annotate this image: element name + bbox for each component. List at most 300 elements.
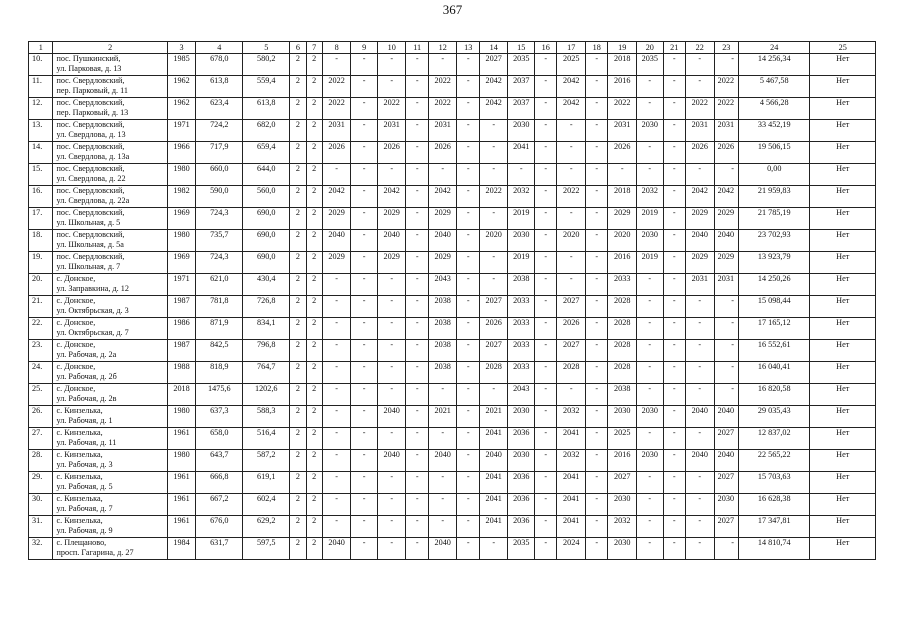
cost-cell: 2030 xyxy=(714,494,738,516)
value-cell: - xyxy=(479,274,508,296)
address-line: с. Донское, xyxy=(56,384,96,393)
value-cell: 2 xyxy=(290,252,306,274)
value-cell: 2 xyxy=(290,230,306,252)
value-cell: - xyxy=(457,120,479,142)
address-cell xyxy=(53,494,167,516)
value-cell: 2032 xyxy=(608,516,637,538)
cost-cell: - xyxy=(714,54,738,76)
value-cell: 1984 xyxy=(167,538,196,560)
value-cell: - xyxy=(406,406,428,428)
value-cell: 2041 xyxy=(557,428,586,450)
value-cell: - xyxy=(586,450,608,472)
value-cell: 2035 xyxy=(637,54,664,76)
value-cell: - xyxy=(428,472,457,494)
address-line: с. Кинзелька, xyxy=(56,450,103,459)
value-cell: 2035 xyxy=(508,538,535,560)
value-cell: - xyxy=(685,384,714,406)
value-cell: - xyxy=(535,516,557,538)
value-cell: - xyxy=(322,406,351,428)
value-cell: 2 xyxy=(290,450,306,472)
column-number-24: 24 xyxy=(739,42,810,54)
value-cell: 2020 xyxy=(557,230,586,252)
value-cell: - xyxy=(685,164,714,186)
value-cell: 2019 xyxy=(637,252,664,274)
cost-cell: 2031 xyxy=(714,120,738,142)
value-cell: 2038 xyxy=(508,274,535,296)
value-cell: 2027 xyxy=(479,340,508,362)
value-cell: - xyxy=(479,142,508,164)
cost-cell: 2029 xyxy=(714,252,738,274)
address-line: ул. Рабочая, д. 2а xyxy=(56,349,117,359)
value-cell: 2040 xyxy=(322,538,351,560)
column-number-4: 4 xyxy=(196,42,243,54)
value-cell: 2 xyxy=(290,538,306,560)
value-cell: 2031 xyxy=(685,120,714,142)
value-cell: Нет xyxy=(810,406,876,428)
value-cell: - xyxy=(479,164,508,186)
value-cell: Нет xyxy=(810,120,876,142)
address-cell xyxy=(53,318,167,340)
value-cell: 623,4 xyxy=(196,98,243,120)
address-line: с. Кинзелька, xyxy=(56,406,103,415)
value-cell: 560,0 xyxy=(243,186,290,208)
address-cell xyxy=(53,186,167,208)
value-cell: - xyxy=(663,186,685,208)
value-cell: - xyxy=(637,318,664,340)
value-cell: - xyxy=(586,406,608,428)
address-line: ул. Школьная, д. 5а xyxy=(56,239,124,249)
value-cell: Нет xyxy=(810,274,876,296)
value-cell: 2038 xyxy=(428,340,457,362)
value-cell: Нет xyxy=(810,428,876,450)
value-cell: - xyxy=(457,472,479,494)
value-cell: 2 xyxy=(290,142,306,164)
value-cell: 2029 xyxy=(322,252,351,274)
value-cell: - xyxy=(406,340,428,362)
column-number-18: 18 xyxy=(586,42,608,54)
value-cell: - xyxy=(586,252,608,274)
value-cell: Нет xyxy=(810,186,876,208)
value-cell: Нет xyxy=(810,54,876,76)
value-cell: 2038 xyxy=(428,318,457,340)
value-cell: 2 xyxy=(306,318,322,340)
value-cell: 2041 xyxy=(508,142,535,164)
address-cell xyxy=(53,362,167,384)
value-cell: 2040 xyxy=(377,230,406,252)
value-cell: Нет xyxy=(810,450,876,472)
value-cell: - xyxy=(535,98,557,120)
value-cell: - xyxy=(535,384,557,406)
value-cell: 2043 xyxy=(428,274,457,296)
cost-cell: 2029 xyxy=(714,208,738,230)
value-cell: - xyxy=(351,384,378,406)
value-cell: - xyxy=(663,208,685,230)
value-cell: - xyxy=(377,538,406,560)
value-cell: - xyxy=(586,296,608,318)
value-cell: 619,1 xyxy=(243,472,290,494)
column-number-22: 22 xyxy=(685,42,714,54)
value-cell: 2036 xyxy=(508,428,535,450)
address-line: ул. Заправкина, д. 12 xyxy=(56,283,129,293)
cost-cell: - xyxy=(714,164,738,186)
value-cell: 1980 xyxy=(167,164,196,186)
value-cell: - xyxy=(586,318,608,340)
value-cell: Нет xyxy=(810,318,876,340)
value-cell: - xyxy=(377,296,406,318)
value-cell: - xyxy=(351,494,378,516)
value-cell: - xyxy=(535,186,557,208)
table-row xyxy=(29,230,876,252)
value-cell: - xyxy=(351,516,378,538)
cost-cell: - xyxy=(714,318,738,340)
value-cell: 2042 xyxy=(557,98,586,120)
value-cell: - xyxy=(586,274,608,296)
value-cell: - xyxy=(322,384,351,406)
cost-cell: 2040 xyxy=(714,406,738,428)
column-number-23: 23 xyxy=(714,42,738,54)
value-cell: 2 xyxy=(306,76,322,98)
value-cell: - xyxy=(479,538,508,560)
flag-cell: 14 810,74 xyxy=(739,538,810,560)
value-cell: 1980 xyxy=(167,406,196,428)
value-cell: - xyxy=(457,76,479,98)
value-cell: - xyxy=(535,274,557,296)
value-cell: 2037 xyxy=(508,98,535,120)
address-line: ул. Рабочая, д. 2в xyxy=(56,393,117,403)
value-cell: - xyxy=(637,340,664,362)
table-row xyxy=(29,252,876,274)
flag-cell: 16 552,61 xyxy=(739,340,810,362)
value-cell: - xyxy=(406,164,428,186)
address-line: пер. Парковый, д. 13 xyxy=(56,107,129,117)
value-cell: - xyxy=(457,296,479,318)
value-cell: 1962 xyxy=(167,98,196,120)
value-cell: - xyxy=(685,472,714,494)
cost-cell: 2026 xyxy=(714,142,738,164)
address-cell xyxy=(53,252,167,274)
value-cell: - xyxy=(457,494,479,516)
value-cell: - xyxy=(637,274,664,296)
cost-cell: 2027 xyxy=(714,516,738,538)
value-cell: 2016 xyxy=(608,76,637,98)
value-cell: - xyxy=(457,428,479,450)
value-cell: 2043 xyxy=(508,384,535,406)
value-cell: - xyxy=(535,120,557,142)
address-line: с. Донское, xyxy=(56,340,96,349)
value-cell: 2 xyxy=(306,98,322,120)
address-cell xyxy=(53,384,167,406)
value-cell: 2028 xyxy=(479,362,508,384)
value-cell: 2041 xyxy=(557,516,586,538)
value-cell: 2 xyxy=(290,98,306,120)
value-cell: - xyxy=(535,142,557,164)
value-cell: - xyxy=(351,450,378,472)
value-cell: 2 xyxy=(290,208,306,230)
value-cell: 2040 xyxy=(479,450,508,472)
value-cell: 430,4 xyxy=(243,274,290,296)
value-cell: 2030 xyxy=(608,538,637,560)
column-number-2: 2 xyxy=(53,42,167,54)
value-cell: - xyxy=(663,538,685,560)
value-cell: 818,9 xyxy=(196,362,243,384)
value-cell: 660,0 xyxy=(196,164,243,186)
value-cell: 2033 xyxy=(608,274,637,296)
address-line: с. Кинзелька, xyxy=(56,472,103,481)
value-cell: 2042 xyxy=(322,186,351,208)
value-cell: - xyxy=(406,450,428,472)
value-cell: Нет xyxy=(810,230,876,252)
value-cell: - xyxy=(663,516,685,538)
cost-cell: 2027 xyxy=(714,472,738,494)
flag-cell: 17 165,12 xyxy=(739,318,810,340)
value-cell: - xyxy=(535,428,557,450)
value-cell: - xyxy=(377,274,406,296)
column-number-9: 9 xyxy=(351,42,378,54)
address-cell xyxy=(53,208,167,230)
value-cell: - xyxy=(377,384,406,406)
value-cell: 1987 xyxy=(167,340,196,362)
address-line: ул. Парковая, д. 13 xyxy=(56,63,122,73)
value-cell: - xyxy=(351,120,378,142)
value-cell: 2040 xyxy=(428,450,457,472)
cost-cell: 2022 xyxy=(714,98,738,120)
address-line: ул. Свердлова, д. 22 xyxy=(56,173,126,183)
row-index-cell: 15. xyxy=(29,164,53,186)
value-cell: - xyxy=(479,120,508,142)
value-cell: - xyxy=(586,164,608,186)
table-row xyxy=(29,98,876,120)
row-index-cell: 32. xyxy=(29,538,53,560)
column-number-row xyxy=(29,42,876,54)
value-cell: - xyxy=(535,230,557,252)
value-cell: - xyxy=(685,76,714,98)
value-cell: 659,4 xyxy=(243,142,290,164)
value-cell: - xyxy=(663,450,685,472)
value-cell: 2041 xyxy=(479,472,508,494)
value-cell: - xyxy=(351,274,378,296)
value-cell: 2 xyxy=(290,362,306,384)
value-cell: 2026 xyxy=(428,142,457,164)
value-cell: - xyxy=(406,538,428,560)
value-cell: 1971 xyxy=(167,120,196,142)
address-line: ул. Рабочая, д. 5 xyxy=(56,481,113,491)
value-cell: 717,9 xyxy=(196,142,243,164)
value-cell: 2 xyxy=(306,428,322,450)
value-cell: - xyxy=(457,450,479,472)
value-cell: - xyxy=(479,208,508,230)
value-cell: 2029 xyxy=(608,208,637,230)
column-number-7: 7 xyxy=(306,42,322,54)
column-number-20: 20 xyxy=(637,42,664,54)
value-cell: - xyxy=(685,362,714,384)
value-cell: 2 xyxy=(306,252,322,274)
address-cell xyxy=(53,538,167,560)
value-cell: 643,7 xyxy=(196,450,243,472)
value-cell: 726,8 xyxy=(243,296,290,318)
flag-cell: 16 628,38 xyxy=(739,494,810,516)
address-line: ул. Свердлова, д. 13 xyxy=(56,129,126,139)
value-cell: 2 xyxy=(290,164,306,186)
value-cell: 2 xyxy=(290,274,306,296)
value-cell: - xyxy=(322,318,351,340)
address-cell xyxy=(53,428,167,450)
address-line: с. Донское, xyxy=(56,296,96,305)
address-cell xyxy=(53,76,167,98)
value-cell: - xyxy=(351,318,378,340)
value-cell: 2028 xyxy=(608,340,637,362)
address-line: пос. Свердловский, xyxy=(56,120,125,129)
value-cell: 2038 xyxy=(608,384,637,406)
value-cell: 2035 xyxy=(508,54,535,76)
value-cell: 842,5 xyxy=(196,340,243,362)
value-cell: - xyxy=(685,54,714,76)
value-cell: - xyxy=(406,54,428,76)
data-table xyxy=(28,41,876,560)
table-row xyxy=(29,340,876,362)
value-cell: - xyxy=(377,472,406,494)
address-line: с. Кинзелька, xyxy=(56,428,103,437)
value-cell: - xyxy=(406,472,428,494)
cost-cell: - xyxy=(714,296,738,318)
value-cell: - xyxy=(685,494,714,516)
address-cell xyxy=(53,230,167,252)
value-cell: 690,0 xyxy=(243,208,290,230)
value-cell: 2022 xyxy=(428,76,457,98)
value-cell: - xyxy=(663,384,685,406)
value-cell: 2 xyxy=(306,120,322,142)
value-cell: - xyxy=(637,428,664,450)
value-cell: 2018 xyxy=(608,186,637,208)
value-cell: - xyxy=(457,340,479,362)
value-cell: - xyxy=(637,142,664,164)
row-index-cell: 11. xyxy=(29,76,53,98)
table-row xyxy=(29,494,876,516)
value-cell: 2028 xyxy=(608,318,637,340)
value-cell: 2022 xyxy=(322,76,351,98)
value-cell: 2027 xyxy=(557,340,586,362)
address-line: с. Донское, xyxy=(56,318,96,327)
row-index-cell: 29. xyxy=(29,472,53,494)
cost-cell: 2042 xyxy=(714,186,738,208)
row-index-cell: 18. xyxy=(29,230,53,252)
value-cell: - xyxy=(351,186,378,208)
address-line: пос. Пушкинский, xyxy=(56,54,121,63)
value-cell: 2028 xyxy=(608,362,637,384)
value-cell: 667,2 xyxy=(196,494,243,516)
value-cell: - xyxy=(685,428,714,450)
value-cell: - xyxy=(428,494,457,516)
value-cell: 2022 xyxy=(428,98,457,120)
value-cell: - xyxy=(535,450,557,472)
value-cell: - xyxy=(351,76,378,98)
value-cell: - xyxy=(406,76,428,98)
value-cell: - xyxy=(663,252,685,274)
value-cell: - xyxy=(351,406,378,428)
value-cell: 621,0 xyxy=(196,274,243,296)
address-line: ул. Октябрьская, д. 7 xyxy=(56,327,129,337)
value-cell: 2027 xyxy=(608,472,637,494)
column-number-6: 6 xyxy=(290,42,306,54)
value-cell: - xyxy=(406,384,428,406)
value-cell: - xyxy=(406,98,428,120)
value-cell: - xyxy=(586,142,608,164)
table-row xyxy=(29,384,876,406)
value-cell: - xyxy=(377,428,406,450)
flag-cell: 29 035,43 xyxy=(739,406,810,428)
value-cell: - xyxy=(663,98,685,120)
value-cell: - xyxy=(586,472,608,494)
value-cell: 2 xyxy=(290,340,306,362)
column-number-19: 19 xyxy=(608,42,637,54)
value-cell: Нет xyxy=(810,494,876,516)
value-cell: - xyxy=(685,340,714,362)
cost-cell: - xyxy=(714,362,738,384)
address-line: ул. Рабочая, д. 3 xyxy=(56,459,113,469)
value-cell: - xyxy=(457,252,479,274)
value-cell: - xyxy=(322,516,351,538)
value-cell: 2 xyxy=(306,450,322,472)
value-cell: - xyxy=(663,142,685,164)
value-cell: 580,2 xyxy=(243,54,290,76)
value-cell: - xyxy=(351,230,378,252)
value-cell: 2036 xyxy=(508,472,535,494)
table-row xyxy=(29,362,876,384)
value-cell: 2030 xyxy=(608,406,637,428)
address-cell xyxy=(53,142,167,164)
value-cell: - xyxy=(428,516,457,538)
value-cell: - xyxy=(535,538,557,560)
value-cell: - xyxy=(322,472,351,494)
value-cell: - xyxy=(406,208,428,230)
value-cell: 724,3 xyxy=(196,208,243,230)
value-cell: - xyxy=(322,428,351,450)
value-cell: 613,8 xyxy=(243,98,290,120)
value-cell: - xyxy=(685,516,714,538)
value-cell: - xyxy=(406,274,428,296)
table-row xyxy=(29,538,876,560)
value-cell: - xyxy=(586,384,608,406)
value-cell: - xyxy=(406,362,428,384)
value-cell: - xyxy=(351,142,378,164)
value-cell: 1988 xyxy=(167,362,196,384)
value-cell: Нет xyxy=(810,472,876,494)
column-number-14: 14 xyxy=(479,42,508,54)
value-cell: - xyxy=(351,208,378,230)
value-cell: - xyxy=(457,362,479,384)
address-line: ул. Рабочая, д. 7 xyxy=(56,503,113,513)
value-cell: 2038 xyxy=(428,296,457,318)
value-cell: 2020 xyxy=(479,230,508,252)
value-cell: 1969 xyxy=(167,252,196,274)
value-cell: 2028 xyxy=(608,296,637,318)
flag-cell: 23 702,93 xyxy=(739,230,810,252)
table-row xyxy=(29,318,876,340)
value-cell: - xyxy=(637,494,664,516)
flag-cell: 14 250,26 xyxy=(739,274,810,296)
value-cell: 2 xyxy=(290,76,306,98)
value-cell: - xyxy=(557,252,586,274)
value-cell: - xyxy=(557,120,586,142)
value-cell: - xyxy=(377,318,406,340)
column-number-11: 11 xyxy=(406,42,428,54)
value-cell: 2026 xyxy=(479,318,508,340)
table-row xyxy=(29,186,876,208)
value-cell: 2041 xyxy=(479,428,508,450)
value-cell: - xyxy=(637,516,664,538)
value-cell: 2 xyxy=(306,274,322,296)
value-cell: - xyxy=(322,164,351,186)
value-cell: 682,0 xyxy=(243,120,290,142)
